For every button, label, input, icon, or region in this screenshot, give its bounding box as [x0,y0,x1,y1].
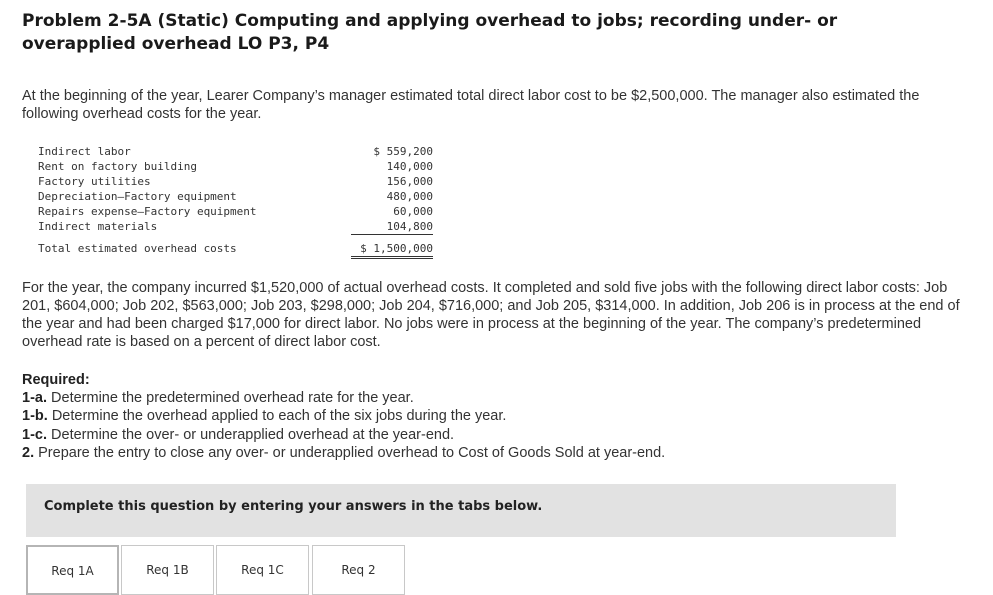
cost-amount: $ 559,200 [373,145,433,158]
cost-label: Depreciation—Factory equipment [38,190,237,203]
cost-amount: 104,800 [351,219,433,235]
overhead-costs-table [38,144,433,259]
total-row [38,235,433,258]
cost-row [38,159,433,174]
required-item-label: 1-a. [22,390,47,407]
tab-req-1b[interactable]: Req 1B [121,545,214,595]
cost-label: Factory utilities [38,175,151,188]
required-item-label: 1-b. [22,408,48,425]
job-costs-paragraph: For the year, the company incurred $1,520,000 of actual overhead costs. It completed and sold five jobs with the following direct labor costs: Job 201, $604,000; Job 202, $563,000; Job 203, $298,000; Job 204, $716,000; and Job 205, $314,000. In addition, Job 206 is in process at the end of the year and had been charged $17,000 for direct labor. No jobs were in process at the beginning of the year. The company’s predetermined overhead rate is based on a percent of direct labor cost. [22,280,960,350]
cost-row [38,219,433,235]
required-item-text: Prepare the entry to close any over- or underapplied overhead to Cost of Goods Sold at year-end. [38,444,666,461]
instructions-banner [26,484,896,537]
required-item-label: 2. [22,444,35,461]
total-label: Total estimated overhead costs [38,242,237,255]
intro-paragraph: At the beginning of the year, Learer Company’s manager estimated total direct labor cost to be $2,500,000. The manager also estimated the following overhead costs for the year. [22,88,920,122]
required-item-text: Determine the over- or underapplied overhead at the year-end. [51,426,455,443]
required-item [22,389,665,407]
cost-amount: 480,000 [386,190,433,203]
required-item-label: 1-c. [22,426,47,443]
cost-label: Indirect labor [38,145,131,158]
tab-req-1a[interactable]: Req 1A [26,545,119,595]
required-item-text: Determine the overhead applied to each of the six jobs during the year. [51,408,507,425]
problem-title: Problem 2-5A (Static) Computing and applying overhead to jobs; recording under- or overapplied overhead LO P3, P4 [22,11,838,54]
required-item [22,444,665,462]
required-section [22,371,665,462]
required-item [22,407,665,425]
cost-row [38,144,433,159]
cost-label: Rent on factory building [38,160,197,173]
cost-row [38,189,433,204]
tab-req-2[interactable]: Req 2 [312,545,405,595]
cost-amount: 140,000 [386,160,433,173]
required-item-text: Determine the predetermined overhead rate for the year. [51,390,414,407]
cost-amount: 156,000 [386,175,433,188]
required-item [22,426,665,444]
cost-row [38,174,433,189]
tab-req-1c[interactable]: Req 1C [216,545,309,595]
total-amount: $ 1,500,000 [351,235,433,258]
cost-amount: 60,000 [393,205,433,218]
instructions-text: Complete this question by entering your answers in the tabs below. [44,499,543,514]
cost-label: Repairs expense—Factory equipment [38,205,257,218]
required-heading: Required: [22,372,90,388]
cost-row [38,204,433,219]
cost-label: Indirect materials [38,220,158,234]
